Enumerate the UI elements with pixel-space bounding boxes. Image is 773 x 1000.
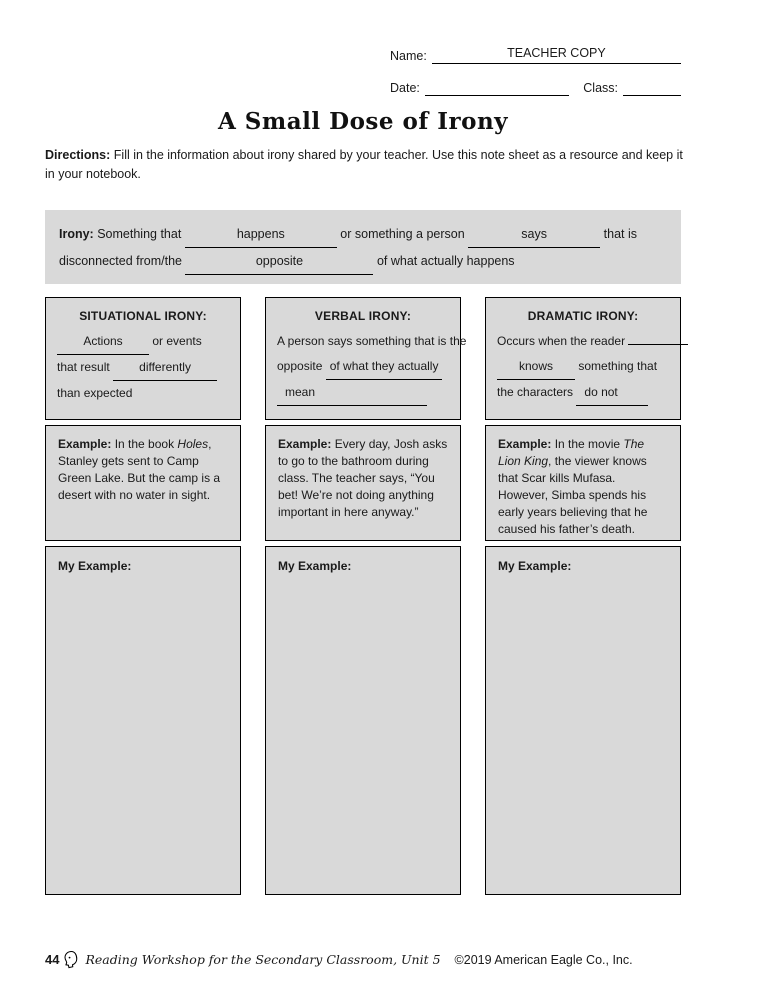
definition-text: Occurs when the reader	[497, 334, 626, 348]
dramatic-example-box	[485, 425, 681, 541]
definition-text: something that	[578, 359, 658, 373]
example-label: Example:	[498, 437, 552, 451]
blank-opposite: opposite	[185, 248, 373, 275]
definition-text: A person says something that is the	[277, 334, 467, 348]
my-example-label: My Example:	[58, 559, 132, 573]
blank-says: says	[468, 221, 600, 248]
blank-knows: knows	[497, 354, 575, 380]
dramatic-irony-title: DRAMATIC IRONY:	[527, 309, 639, 323]
name-value: TEACHER COPY	[507, 46, 606, 60]
verbal-example-box	[265, 425, 461, 541]
definition-text: Something that	[97, 227, 182, 241]
example-text: , the viewer knows that Scar kills Mufasa. However, Simba spends his early years believing that he caused his father’s death.	[498, 454, 648, 537]
blank-mean: mean	[277, 380, 427, 406]
class-label: Class:	[583, 81, 618, 95]
date-line	[425, 78, 569, 96]
blank-of-what-they-actually: of what they actually	[326, 354, 443, 380]
directions-label: Directions:	[45, 148, 111, 162]
definition-text: or events	[152, 334, 202, 348]
irony-label: Irony:	[59, 227, 94, 241]
verbal-my-example-box	[265, 546, 461, 895]
definition-line	[497, 354, 669, 380]
irony-definition-box	[45, 210, 681, 284]
example-text: , Stanley gets sent to Camp Green Lake. But the camp is a desert with no water in sight.	[58, 437, 221, 503]
definition-line	[277, 329, 467, 354]
class-line	[623, 78, 681, 96]
situational-my-example-box	[45, 546, 241, 895]
directions-text: Fill in the information about irony shared by your teacher. Use this note sheet as a resource and keep it in your notebook.	[45, 148, 683, 181]
blank-happens: happens	[185, 221, 337, 248]
name-line	[432, 46, 681, 64]
footer	[45, 950, 705, 969]
blank-empty	[628, 344, 688, 345]
definition-line	[497, 329, 669, 354]
my-example-label: My Example:	[498, 559, 572, 573]
directions	[45, 146, 685, 184]
definition-text: disconnected from/the	[59, 254, 182, 268]
definition-line-1	[59, 221, 667, 248]
definition-text: of what actually happens	[376, 254, 515, 268]
dramatic-my-example-box	[485, 546, 681, 895]
example-label: Example:	[278, 437, 332, 451]
situational-irony-title: SITUATIONAL IRONY:	[79, 309, 207, 323]
dramatic-irony-definition	[486, 323, 680, 406]
name-row	[390, 46, 681, 64]
definition-text: than expected	[57, 386, 133, 400]
situational-irony-definition-box	[45, 297, 241, 420]
definition-text: the characters	[497, 385, 574, 399]
verbal-irony-title: VERBAL IRONY:	[314, 309, 412, 323]
example-label: Example:	[58, 437, 112, 451]
book-title: Reading Workshop for the Secondary Classroom, Unit 5	[85, 952, 441, 967]
definition-text: that is	[603, 227, 637, 241]
definition-line	[57, 355, 229, 381]
definition-text: or something a person	[340, 227, 465, 241]
blank-differently: differently	[113, 355, 217, 381]
name-label: Name:	[390, 49, 427, 63]
copyright: ©2019 American Eagle Co., Inc.	[454, 952, 633, 967]
example-text: In the book	[114, 437, 178, 451]
publisher-logo-icon	[63, 950, 79, 969]
example-text: Every day, Josh asks to go to the bathroom during class. The teacher says, “You bet! We’re not doing anything important in here anyway.”	[278, 437, 448, 520]
page-title: A Small Dose of Irony	[217, 108, 509, 135]
definition-line	[277, 380, 449, 406]
dramatic-irony-definition-box	[485, 297, 681, 420]
situational-example-box	[45, 425, 241, 541]
date-class-row	[390, 78, 681, 96]
example-italic-title: Holes	[177, 437, 209, 451]
blank-do-not: do not	[576, 380, 648, 406]
definition-line	[57, 381, 229, 406]
verbal-irony-definition	[266, 323, 467, 406]
definition-line	[277, 354, 449, 380]
definition-text: opposite	[277, 359, 323, 373]
definition-line	[57, 329, 229, 355]
verbal-irony-definition-box	[265, 297, 467, 420]
my-example-label: My Example:	[278, 559, 352, 573]
definition-text: that result	[57, 360, 110, 374]
example-text: In the movie	[554, 437, 624, 451]
definition-line	[497, 380, 669, 406]
date-label: Date:	[390, 81, 420, 95]
situational-irony-definition	[46, 323, 240, 406]
page-number: 44	[45, 952, 60, 967]
definition-line-2	[59, 248, 667, 275]
example-italic-title: The Lion King	[498, 437, 645, 469]
blank-actions: Actions	[57, 329, 149, 355]
